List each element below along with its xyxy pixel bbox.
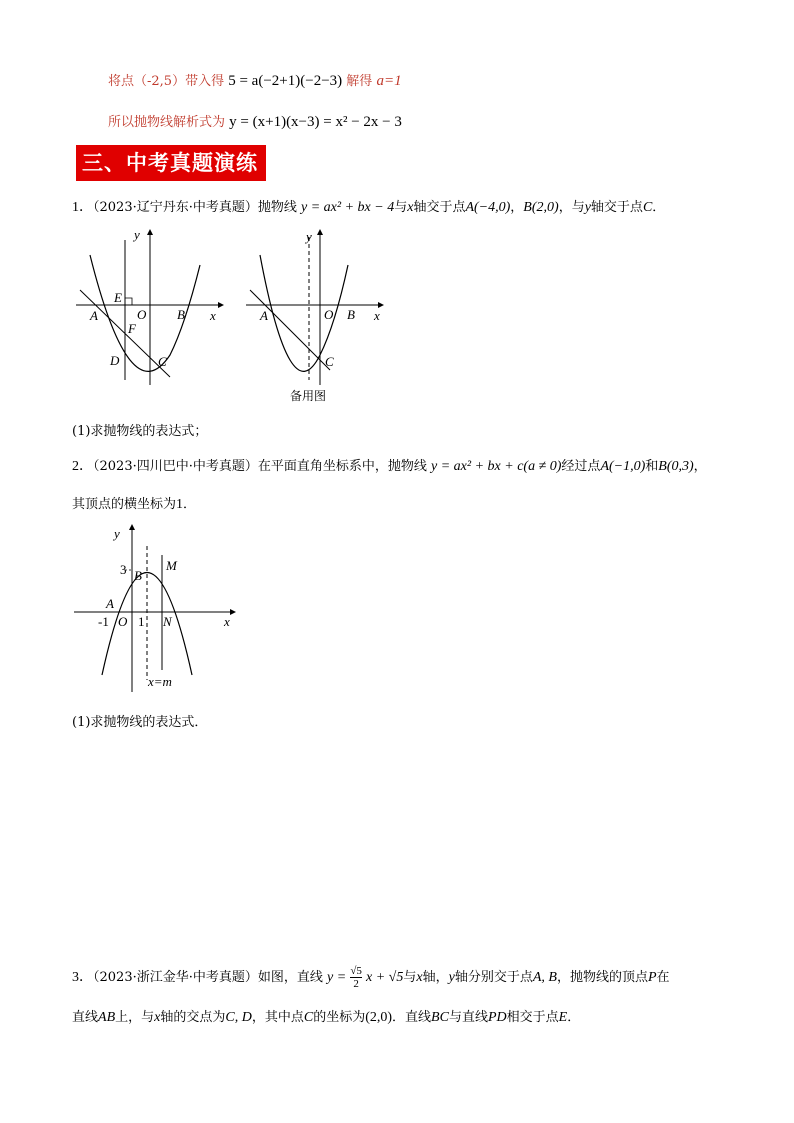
- q3-text-a: 如图，直线: [257, 970, 323, 985]
- q1-source: （2023·辽宁丹东·中考真题）: [93, 200, 258, 215]
- q1-part1: (1)求抛物线的表达式；: [72, 424, 208, 439]
- solution-line2-prefix: 所以抛物线解析式为: [108, 115, 226, 130]
- label-c: C: [158, 354, 167, 369]
- label-x: x: [210, 308, 216, 323]
- q3-number: 3．: [72, 970, 93, 985]
- label-y: y: [306, 229, 312, 244]
- q1-figure-main: [70, 225, 230, 385]
- q3-line-pd: PD: [487, 1010, 507, 1025]
- label-b: B: [177, 307, 185, 322]
- q1-number: 1．: [72, 200, 93, 215]
- q3-line2-a: 直线: [72, 1010, 99, 1025]
- q2-line2: 其顶点的横坐标为: [72, 497, 177, 512]
- q3-points-cd: C, D: [225, 1010, 252, 1025]
- q2-figure: [70, 520, 245, 700]
- y-axis-arrow: [147, 229, 153, 235]
- label-m: M: [166, 558, 177, 573]
- q3-line2-c: 轴的交点为: [160, 1010, 226, 1025]
- q1-point-b: B(2,0): [523, 200, 559, 215]
- q3-text-b: 与: [403, 970, 417, 985]
- q3-frac-den: 2: [353, 978, 359, 990]
- q3-line2-i: ．: [567, 1010, 581, 1025]
- q2-vertex-x: 1: [176, 497, 184, 512]
- q3-formula-rest: x + √5: [366, 970, 404, 985]
- solution-line1-result: a=1: [376, 73, 402, 89]
- label-n: N: [163, 614, 172, 629]
- q3-formula-y: y =: [327, 970, 347, 985]
- solution-line1-prefix: 将点（-2,5）带入得: [108, 74, 225, 89]
- label-y: y: [114, 526, 120, 541]
- label-f: F: [128, 321, 136, 336]
- label-a: A: [260, 308, 268, 323]
- label-b: B: [134, 568, 142, 583]
- solution-line2-formula: y = (x+1)(x−3) = x² − 2x − 3: [229, 114, 402, 130]
- q2-source: （2023·四川巴中·中考真题）: [93, 459, 258, 474]
- q2-point-a: A(−1,0): [600, 459, 646, 474]
- label-1: 1: [138, 614, 145, 629]
- q2-text-c: 和: [645, 459, 659, 474]
- q1-point-a: A(−4,0): [465, 200, 511, 215]
- x-axis-arrow: [218, 302, 224, 308]
- q1-text-c: 轴交于点: [413, 200, 466, 215]
- q3-point-e: E: [558, 1010, 568, 1025]
- q3-line-ab: AB: [98, 1010, 116, 1025]
- label-o: O: [137, 307, 147, 322]
- q1-axis-x: x: [407, 200, 414, 215]
- right-angle-mark: [125, 298, 132, 305]
- label-e: E: [114, 290, 122, 305]
- q2-part1: (1)求抛物线的表达式．: [72, 715, 208, 730]
- q3-coord-c: (2,0): [365, 1010, 393, 1025]
- q1-text-e: 轴交于点: [590, 200, 643, 215]
- q1-point-c: C: [642, 200, 653, 215]
- q3-points-ab: A, B: [532, 970, 557, 985]
- q3-line-bc: BC: [431, 1010, 449, 1025]
- q3-axis-x: x: [416, 970, 423, 985]
- line-ac: [250, 290, 330, 370]
- q1-text-b: 与: [394, 200, 408, 215]
- label-x-m: x=m: [148, 674, 172, 689]
- q3-point-c: C: [303, 1010, 314, 1025]
- label-o: O: [324, 307, 334, 322]
- q1-figure-backup: [240, 225, 400, 405]
- q3-line2-d: ，其中点: [251, 1010, 304, 1025]
- q3-text-c: 轴，: [422, 970, 449, 985]
- q2-point-b: B(0,3): [658, 459, 694, 474]
- q3-text-f: 在: [656, 970, 670, 985]
- q3-stem-line2: [72, 1006, 580, 1026]
- q2-stem-line1: [72, 455, 707, 475]
- label-neg1: -1: [98, 614, 109, 629]
- label-y: y: [134, 227, 140, 242]
- label-c: C: [325, 354, 334, 369]
- q1-formula: y = ax² + bx − 4: [301, 200, 395, 215]
- q2-text-a: 在平面直角坐标系中，抛物线: [257, 459, 427, 474]
- q1-stem: 1．（2023·辽宁丹东·中考真题）抛物线 y = ax² + bx − 4与x轴交于点A(−4,0)，B(2,0)，与y轴交于点C．: [72, 200, 666, 215]
- label-d: D: [110, 353, 120, 368]
- q3-source: （2023·浙江金华·中考真题）: [93, 970, 258, 985]
- solution-line1-mid: 解得: [346, 74, 373, 89]
- q3-fraction: [350, 965, 362, 990]
- q1-text-d: ，与: [558, 200, 585, 215]
- section-banner: 三、中考真题演练: [76, 145, 266, 181]
- q3-point-p: P: [647, 970, 657, 985]
- q3-frac-num: √5: [350, 965, 362, 977]
- q2-text-b: 经过点: [561, 459, 601, 474]
- q2-text-d: ，: [693, 459, 707, 474]
- label-b: B: [347, 307, 355, 322]
- q3-stem-line1: [72, 965, 670, 990]
- x-axis-arrow: [230, 609, 236, 615]
- q2-number: 2．: [72, 459, 93, 474]
- label-o: O: [118, 614, 128, 629]
- q3-axis-x-2: x: [154, 1010, 161, 1025]
- q2-formula: y = ax² + bx + c(a ≠ 0): [431, 459, 562, 474]
- q3-text-d: 轴分别交于点: [454, 970, 533, 985]
- y-axis-arrow: [317, 229, 323, 235]
- label-x: x: [374, 308, 380, 323]
- q3-line2-g: 与直线: [448, 1010, 488, 1025]
- label-a: A: [90, 308, 98, 323]
- figure-caption: 备用图: [290, 389, 327, 403]
- q3-line2-h: 相交于点: [506, 1010, 559, 1025]
- q3-text-e: ，抛物线的顶点: [556, 970, 648, 985]
- solution-line1-formula: 5 = a(−2+1)(−2−3): [228, 73, 343, 89]
- solution-line-1: [108, 70, 402, 90]
- label-x: x: [224, 614, 230, 629]
- y-axis-arrow: [129, 524, 135, 530]
- q3-line2-e: 的坐标为: [313, 1010, 366, 1025]
- q3-line2-b: 上，与: [115, 1010, 155, 1025]
- solution-line-2: [108, 111, 402, 131]
- q3-axis-y: y: [448, 970, 455, 985]
- q3-line2-f: ．直线: [392, 1010, 432, 1025]
- q1-axis-y: y: [584, 200, 591, 215]
- q1-text-a: 抛物线: [257, 200, 297, 215]
- q2-stem-line2: 其顶点的横坐标为1．: [72, 497, 197, 512]
- label-a: A: [106, 596, 114, 611]
- label-3: 3: [120, 562, 127, 577]
